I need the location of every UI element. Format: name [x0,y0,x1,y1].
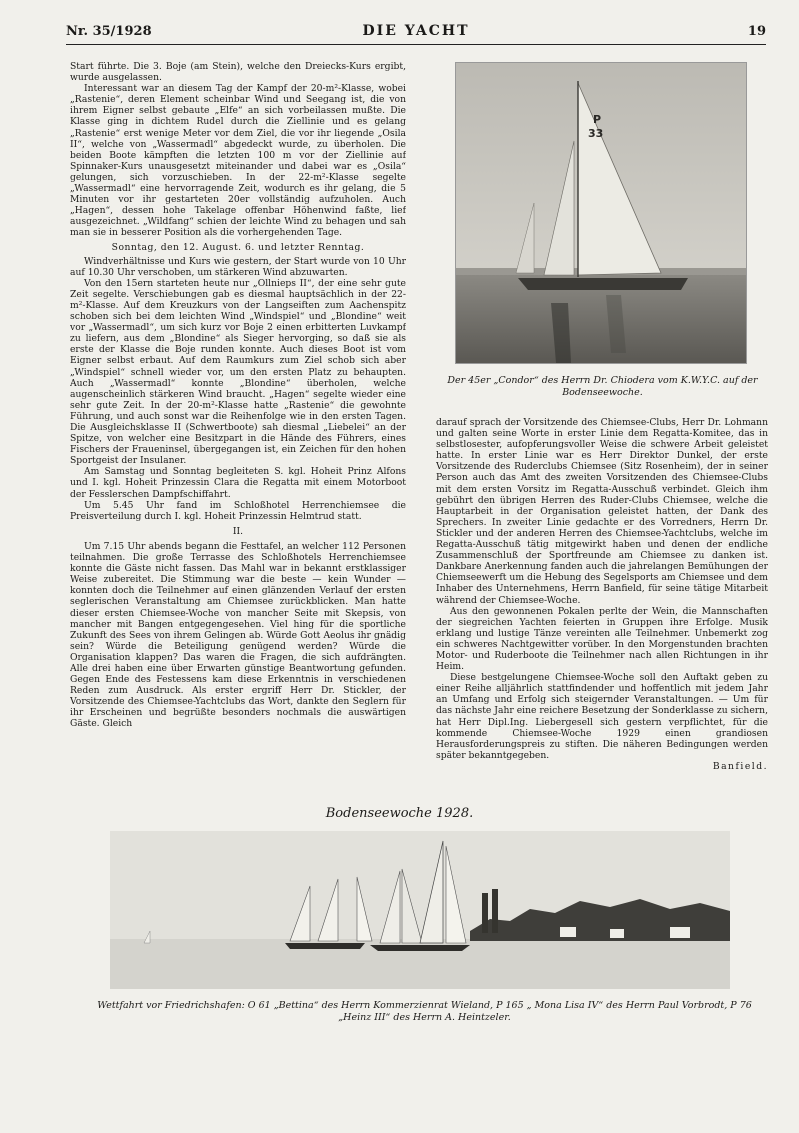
left-text-column [70,61,406,794]
right-text-column [436,417,768,797]
page-header [66,22,766,42]
paragraph: darauf sprach der Vorsitzende des Chiemsee-Clubs, Herr Dr. Lohmann und galten seine Worte in erster Linie dem Regatta-Komitee, das in selbstlosester, aufopferungsvoller Weise die schwere Arbeit geleistet hatte. In erster Linie war es Herr Direktor Dunkel, der erste Vorsitzende des Ruderclubs Chiemsee (Sitz Rosenheim), der in seiner Person auch das Amt des zweiten Vorsitzenden des Chiemsee-Clubs mit dem ersten Vorsitz im Regatta-Ausschuß verbindet. Gleich ihm gebührt den übrigen Herren des Ruder-Clubs Chiemsee, welche die Hauptarbeit in der Organisation geleistet hatten, der Dank des Sprechers. In zweiter Linie gedachte er des Vorredners, Herrn Dr. Stickler und der anderen Herren des Chiemsee-Yachtclubs, welche im Regatta-Ausschuß tätig mitgewirkt haben und denen der endliche Zusammenschluß der Sportfreunde am Chiemsee zu danken ist. Dankbare Anerkennung fanden auch die jahrelangen Bemühungen der Chiemseewerft um die Hebung des Segelsports am Chiemsee und dem Inhaber des Unternehmens, Herrn Banfield, für seine tätige Mitarbeit während der Chiemsee-Woche. [436,417,768,606]
paragraph: Von den 15ern starteten heute nur „Ollnieps II“, der eine sehr gute Zeit segelte. Verschiebungen gab es diesmal hauptsächlich in der 22-m²-Klasse. Auf dem Kreuzkurs von der Langseiften zum Aachenspitz schoben sich bei dem leichten Wind „Windspiel“ und „Blondine“ weit vor „Wassermadl“, um sich kurz vor Boje 2 einen erbitterten Luvkampf zu liefern, aus dem „Blondine“ als Sieger hervorging, so daß sie als erste der Klasse die Boje runden konnte. Auch dieses Boot ist vom Eigner selbst erbaut. Auf dem Raumkurs zum Ziel schob sich aber „Windspiel“ schnell wieder vor, um den ersten Platz zu behaupten. Auch „Wassermadl“ konnte „Blondine“ überholen, welche augenscheinlich stärkeren Wind braucht. „Hagen“ segelte wieder eine sehr gute Zeit. In der 20-m²-Klasse hatte „Rastenie“ die gewohnte Führung, und auch sonst war die Reihenfolge wie in den ersten Tagen. Die Ausgleichsklasse II (Schwertboote) sah diesmal „Liebelei“ an der Spitze, von welcher eine Besitzpart in die Hände des Führers, eines Fischers der Fraueninsel, übergegangen ist, ein Zeichen für den hohen Sportgeist der Insulaner. [70,277,406,467]
paragraph: Windverhältnisse und Kurs wie gestern, der Start wurde von 10 Uhr auf 10.30 Uhr verschoben, um stärkeren Wind abzuwarten. [70,255,406,278]
magazine-title: DIE YACHT [362,23,470,39]
sail-number-digits: 33 [588,127,604,140]
issue-number: Nr. 35/1928 [66,24,152,39]
paragraph: Interessant war an diesem Tag der Kampf der 20-m²-Klasse, wobei „Rastenie“, deren Element scheinbar Wind und Seegang ist, die von ihrem Eigner selbst gebaute „Elfe“ an sich vorbeilassen mußte. Die Klasse ging in dichtem Rudel durch die Ziellinie und es gelang „Rastenie“ erst wenige Meter vor dem Ziel, die vor ihr liegende „Osila II“, welche von „Wassermadl“ abgedeckt wurde, zu überholen. Die beiden Boote kämpften die letzten 100 m vor der Ziellinie auf Spinnaker-Kurs unausgesetzt miteinander und dabei war es „Osila“ gelungen, sich vorzuschieben. In der 22-m²-Klasse segelte „Wassermadl“ eine hervorragende Zeit, wodurch es ihr gelang, die 5 Minuten vor ihr gestarteten 20er vollständig aufzuholen. Auch „Hagen“, dessen hohe Takelage offenbar Höhenwind faßte, lief ausgezeichnet. „Wildfang“ schien der leichte Wind zu behagen und sah man sie in besserer Position als die vorhergehenden Tage. [70,83,406,239]
paragraph: Am Samstag und Sonntag begleiteten S. kgl. Hoheit Prinz Alfons und I. kgl. Hoheit Prinzessin Clara die Regatta mit einem Motorboot der Fesslerschen Dampfschiffahrt. [70,466,406,500]
sail-number-letter: P [593,113,602,126]
paragraph: Diese bestgelungene Chiemsee-Woche soll den Auftakt geben zu einer Reihe alljährlich stattfindender und hoffentlich mit jedem Jahr an Umfang und Erfolg sich steigernder Veranstaltungen. — Um für das nächste Jahr eine reichere Besetzung der Sonderklasse zu sichern, hat Herr Dipl.Ing. Liebergesell sich gestern verpflichtet, für die kommende Chiemsee-Woche 1929 einen grandiosen Herausforderungspreis zu stiften. Die näheren Bedingungen werden später bekanntgegeben. [436,672,768,761]
sailboat-illustration [456,63,746,363]
photo-caption-top: Der 45er „Condor“ des Herrn Dr. Chiodera vom K.W.Y.C. auf der Bodenseewoche. [447,375,758,398]
page-number: 19 [747,24,766,39]
section-title: Bodenseewoche 1928. [325,806,474,821]
header-rule [66,44,766,45]
roman-numeral-heading: II. [232,525,244,537]
photo-friedrichshafen-race [110,831,730,989]
photo-condor-yacht [455,62,747,364]
paragraph: Um 5.45 Uhr fand im Schloßhotel Herrenchiemsee die Preisverteilung durch I. kgl. Hoheit Prinzessin Helmtrud statt. [70,499,406,522]
paragraph: Um 7.15 Uhr abends begann die Festtafel, an welcher 112 Personen teilnahmen. Die große Terrasse des Schloßhotels Herrenchiemsee konnte die Gäste nicht fassen. Das Mahl war in bekannt erstklassiger Weise zubereitet. Die Stimmung war die beste — kein Wunder — konnten doch die Teilnehmer auf einen glänzenden Verlauf der ersten seglerischen Veranstaltung am Chiemsee zurückblicken. Man hatte dieser ersten Chiemsee-Woche von mancher Seite mit Skepsis, von mancher mit Bangen entgegengesehen. Viel hing für die sportliche Zukunft des Sees von ihrem Gelingen ab. Würde Gott Aeolus ihr gnädig sein? Würde die Beteiligung genügend werden? Würde die Organisation klappen? Das waren die Fragen, die sich aufdrängten. Alle drei haben eine über Erwarten günstige Beantwortung gefunden. Gegen Ende des Festessens kam diese Erkenntnis in verschiedenen Reden zum Ausdruck. Als erster ergriff Herr Dr. Stickler, der Vorsitzende des Chiemsee-Yachtclubs das Wort, dankte den Seglern für ihr Erscheinen und begrüßte besonders nochmals die auswärtigen Gäste. Gleich [70,540,406,730]
section-heading: Sonntag, den 12. August. 6. und letzter Renntag. [111,241,365,253]
paragraph: Aus den gewonnenen Pokalen perlte der Wein, die Mannschaften der siegreichen Yachten feierten in Gruppen ihre Erfolge. Musik erklang und lustige Tänze vereinten alle Teilnehmer. Unbemerkt zog ein schweres Nachtgewitter vorüber. In den Morgenstunden brachten Motor- und Ruderboote die Teilnehmer nach allen Richtungen in ihr Heim. [436,605,768,673]
photo-caption-bottom: Wettfahrt vor Friedrichshafen: O 61 „Bettina“ des Herrn Kommerzienrat Wieland, P 165 „ Mona Lisa IV“ des Herrn Paul Vorbrodt, P 76 „Heinz III“ des Herrn A. Heintzeler. [97,1000,752,1023]
paragraph: Start führte. Die 3. Boje (am Stein), welche den Dreiecks-Kurs ergibt, wurde ausgelassen. [70,61,406,84]
regatta-illustration [110,831,730,989]
author-signature: Banfield. [712,760,768,772]
